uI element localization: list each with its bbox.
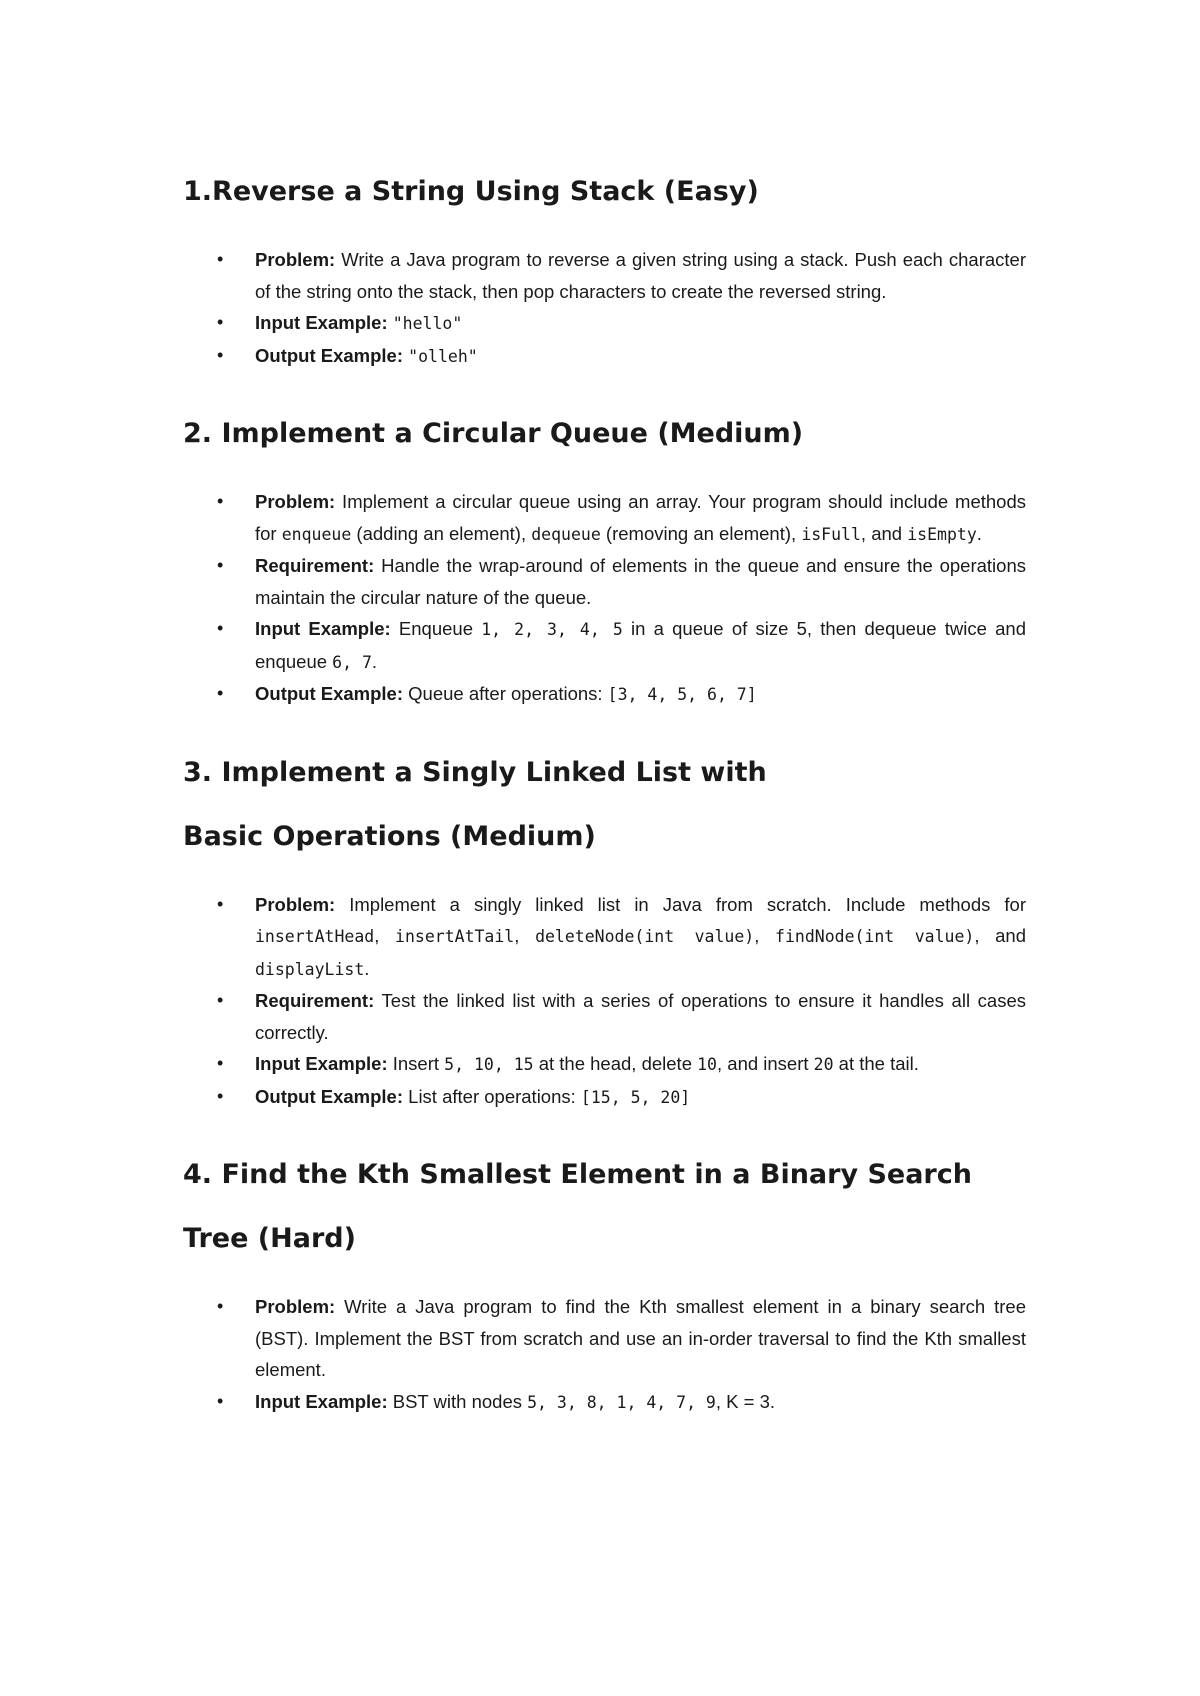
bullet-icon: •: [217, 990, 224, 1010]
item-text: .: [364, 957, 370, 979]
item-text: , K = 3.: [715, 1390, 776, 1412]
section-heading: 4. Find the Kth Smallest Element in a Binary Search Tree (Hard): [183, 1159, 972, 1254]
item-text: at the head, delete: [533, 1053, 698, 1074]
item-text: Queue after operations:: [403, 683, 608, 704]
list-item: [217, 340, 1026, 373]
item-text: Write a Java program to reverse a given string using a stack. Push each character of the string onto the stack, then pop characters to create the reversed string.: [255, 249, 1026, 302]
item-text: in a queue of size 5, then dequeue twice and enqueue: [255, 618, 1027, 672]
inline-code: "hello": [392, 314, 463, 333]
item-text: , and: [860, 522, 908, 544]
item-label: Requirement:: [255, 555, 375, 576]
item-text: , and: [974, 925, 1026, 946]
item-label: Output Example:: [255, 344, 404, 366]
inline-code: isEmpty: [907, 524, 977, 544]
list-item: [217, 1081, 1026, 1114]
bullet-icon: •: [217, 555, 224, 575]
item-label: Output Example:: [255, 1085, 404, 1107]
inline-code: insertAtHead: [255, 927, 375, 946]
item-label: Problem:: [255, 491, 336, 512]
bullet-icon: •: [217, 491, 224, 511]
section-kth-smallest: [183, 1143, 1026, 1418]
bullet-icon: •: [217, 683, 224, 703]
list-item: [217, 889, 1026, 986]
section-reverse-string: [183, 160, 1026, 372]
list-item: [217, 550, 1026, 613]
item-text: (adding an element),: [351, 522, 532, 544]
item-label: Input Example:: [255, 312, 388, 333]
item-text: Write a Java program to find the Kth smallest element in a binary search tree (BST). Implement the BST from scratch and use an in-order traversal to find the Kth smallest element.: [255, 1296, 1026, 1380]
inline-code: [15, 5, 20]: [580, 1087, 691, 1107]
bullet-icon: •: [217, 1296, 224, 1316]
section-heading: 2. Implement a Circular Queue (Medium): [183, 418, 804, 449]
item-text: (removing an element),: [600, 522, 802, 544]
item-text: BST with nodes: [387, 1390, 528, 1412]
list-item: [217, 613, 1027, 678]
list-item: [217, 1048, 1026, 1081]
bullet-icon: •: [217, 312, 224, 332]
list-item: [217, 244, 1026, 307]
item-label: Input Example:: [255, 618, 391, 639]
inline-code: 10: [697, 1055, 717, 1074]
inline-code: insertAtTail: [395, 927, 515, 946]
bullet-icon: •: [217, 344, 224, 365]
inline-code: deleteNode(int value): [535, 927, 755, 946]
bullet-icon: •: [217, 1390, 224, 1411]
bullet-list: [183, 244, 1026, 372]
bullet-icon: •: [217, 618, 224, 638]
item-label: Problem:: [255, 893, 336, 915]
document-page: [183, 160, 1026, 1448]
item-text: Insert: [387, 1053, 445, 1074]
list-item: [217, 1386, 1026, 1419]
inline-code: dequeue: [531, 524, 601, 544]
inline-code: 5, 10, 15: [444, 1055, 534, 1074]
item-label: Problem:: [255, 249, 336, 270]
inline-code: findNode(int value): [775, 927, 975, 946]
list-item: [217, 486, 1026, 550]
item-text: ,: [754, 925, 776, 946]
bullet-list: [183, 889, 1026, 1114]
inline-code: displayList: [255, 959, 365, 979]
section-linked-list: [183, 741, 1026, 1114]
item-label: Problem:: [255, 1296, 336, 1317]
item-text: Implement a circular queue using an array. Your program should include methods for: [255, 491, 1026, 544]
list-item: [217, 1291, 1026, 1386]
item-text: Enqueue: [390, 618, 482, 639]
item-label: Input Example:: [255, 1390, 388, 1412]
bullet-list: [183, 486, 1026, 711]
section-heading: 1.Reverse a String Using Stack (Easy): [183, 176, 759, 207]
item-text: Handle the wrap-around of elements in the queue and ensure the operations maintain the circular nature of the queue.: [255, 555, 1026, 608]
item-label: Input Example:: [255, 1053, 388, 1074]
item-text: Implement a singly linked list in Java from scratch. Include methods for: [335, 893, 1026, 915]
item-label: Output Example:: [255, 683, 404, 704]
bullet-icon: •: [217, 249, 224, 269]
inline-code: 20: [813, 1055, 834, 1074]
list-item: [217, 985, 1026, 1048]
inline-code: 6, 7: [332, 652, 372, 672]
item-text: List after operations:: [403, 1085, 581, 1107]
section-circular-queue: [183, 402, 1026, 711]
inline-code: "olleh": [408, 346, 478, 366]
item-text: , and insert: [717, 1053, 814, 1074]
inline-code: 5, 3, 8, 1, 4, 7, 9: [527, 1392, 716, 1412]
list-item: [217, 678, 1026, 711]
inline-code: isFull: [801, 524, 861, 544]
list-item: [217, 307, 1026, 340]
item-text: at the tail.: [833, 1053, 919, 1074]
bullet-icon: •: [217, 1085, 224, 1106]
bullet-icon: •: [217, 1053, 224, 1073]
bullet-icon: •: [217, 893, 224, 914]
item-label: Requirement:: [255, 990, 375, 1011]
inline-code: 1, 2, 3, 4, 5: [481, 620, 623, 639]
item-text: .: [371, 650, 378, 672]
item-text: Test the linked list with a series of operations to ensure it handles all cases correctly.: [255, 990, 1026, 1043]
bullet-list: [183, 1291, 1026, 1418]
item-text: .: [976, 522, 982, 544]
inline-code: enqueue: [281, 524, 352, 544]
item-text: ,: [374, 925, 396, 946]
inline-code: [3, 4, 5, 6, 7]: [607, 685, 757, 704]
item-text: ,: [514, 925, 536, 946]
section-heading: 3. Implement a Singly Linked List with Basic Operations (Medium): [183, 756, 767, 852]
